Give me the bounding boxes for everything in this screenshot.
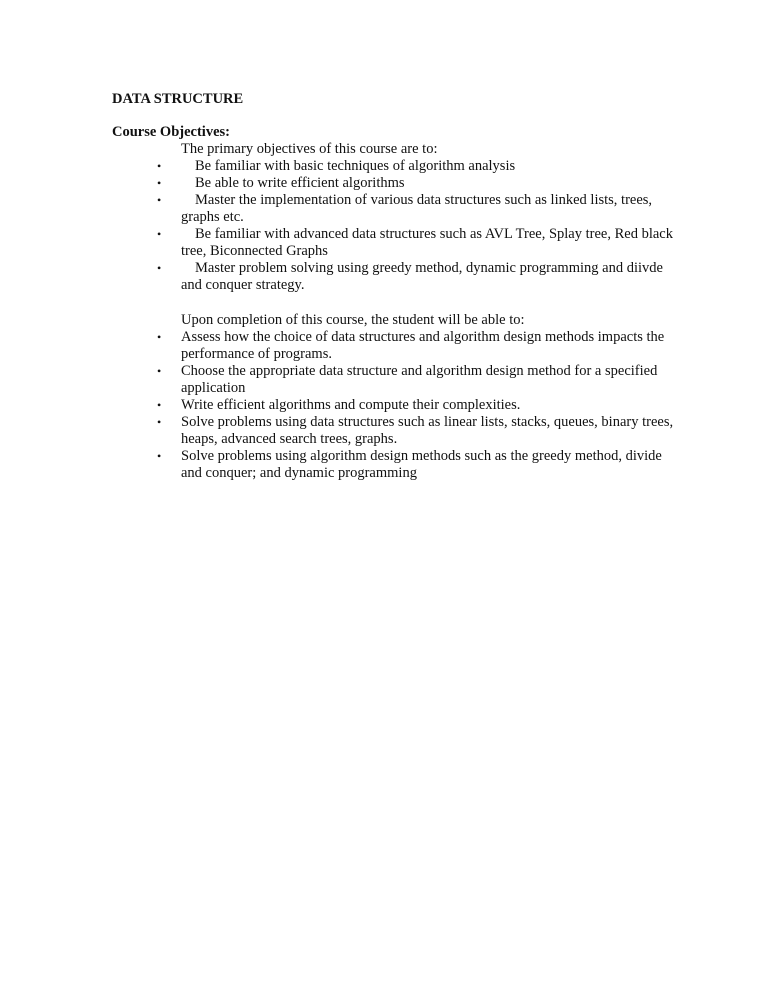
list-item	[0, 158, 681, 175]
outcome-text: Choose the appropriate data structure and algorithm design method for a specified application	[181, 363, 658, 396]
bullet-icon: •	[157, 159, 162, 173]
bullet-icon: •	[157, 227, 162, 241]
objective-text: Master the implementation of various data structures such as linked lists, trees, graphs etc.	[181, 192, 653, 225]
objective-text: Be familiar with advanced data structures such as AVL Tree, Splay tree, Red black tree, Biconnected Graphs	[181, 226, 673, 259]
bullet-icon: •	[157, 330, 162, 344]
list-item	[0, 226, 681, 260]
list-item	[0, 260, 681, 294]
bullet-icon: •	[157, 193, 162, 207]
list-item	[0, 329, 681, 363]
outcome-text: Solve problems using data structures such as linear lists, stacks, queues, binary trees, heaps, advanced search trees, graphs.	[181, 414, 674, 447]
list-item	[0, 192, 681, 226]
outcomes-list	[0, 329, 768, 482]
list-item	[0, 397, 681, 414]
list-item	[0, 363, 681, 397]
bullet-icon: •	[157, 415, 162, 429]
section-heading-course-objectives: Course Objectives:	[112, 124, 230, 140]
document-title: DATA STRUCTURE	[112, 91, 244, 107]
list-item	[0, 448, 681, 482]
outcomes-intro: Upon completion of this course, the student will be able to:	[181, 312, 525, 328]
list-item	[0, 414, 681, 448]
objectives-list	[0, 158, 768, 294]
objectives-intro: The primary objectives of this course are to:	[181, 141, 438, 157]
bullet-icon: •	[157, 176, 162, 190]
outcome-text: Solve problems using algorithm design methods such as the greedy method, divide and conquer; and dynamic programming	[181, 448, 662, 481]
list-item	[0, 175, 681, 192]
objective-text: Be able to write efficient algorithms	[195, 175, 405, 191]
bullet-icon: •	[157, 449, 162, 463]
objective-text: Be familiar with basic techniques of algorithm analysis	[195, 158, 516, 174]
bullet-icon: •	[157, 261, 162, 275]
objective-text: Master problem solving using greedy method, dynamic programming and diivde and conquer strategy.	[181, 260, 663, 293]
outcome-text: Write efficient algorithms and compute their complexities.	[181, 397, 521, 413]
bullet-icon: •	[157, 364, 162, 378]
bullet-icon: •	[157, 398, 162, 412]
outcome-text: Assess how the choice of data structures and algorithm design methods impacts the performance of programs.	[181, 329, 665, 362]
